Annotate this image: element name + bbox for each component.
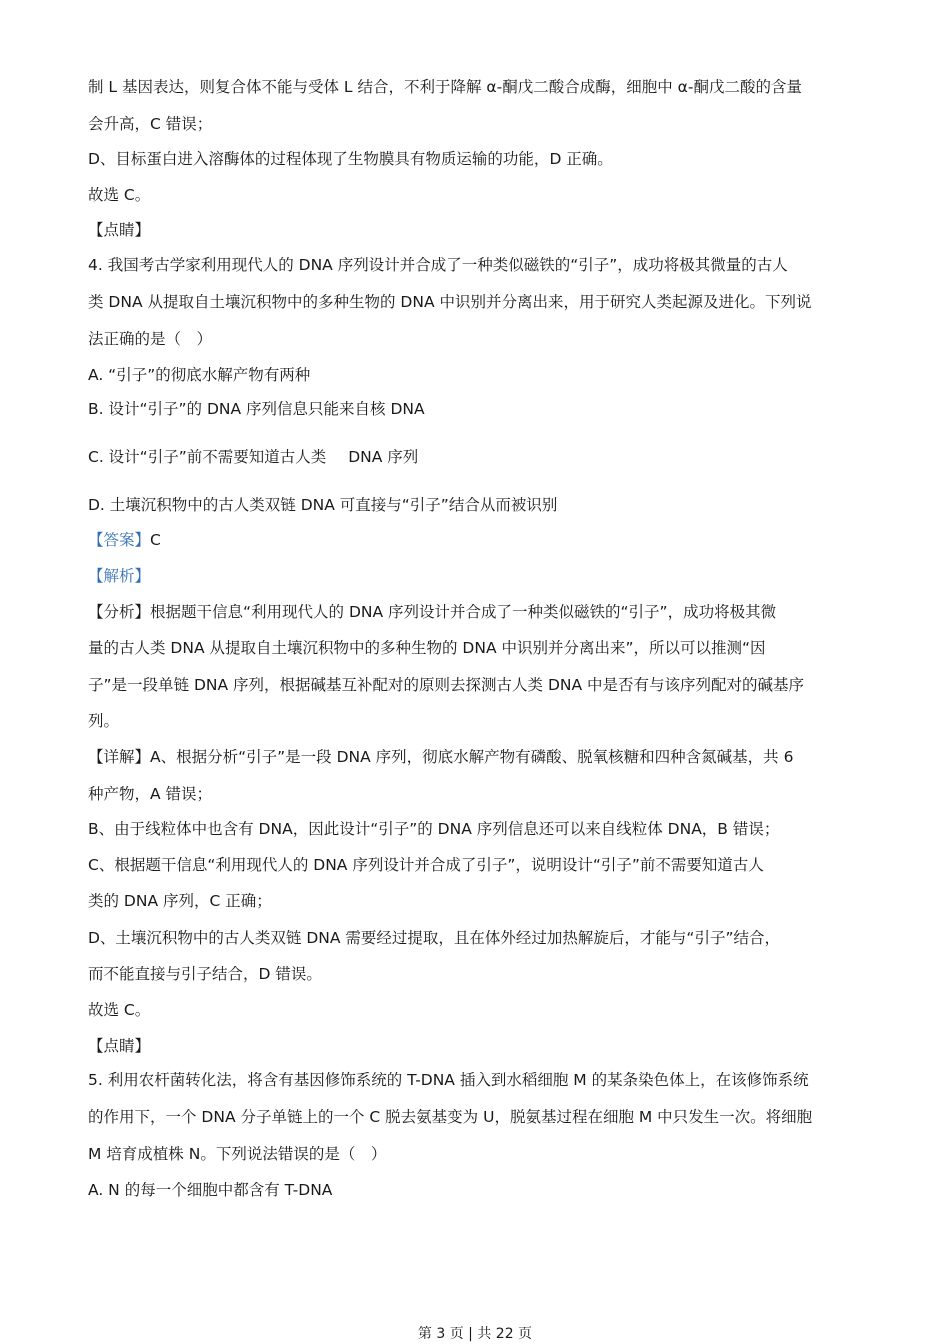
q5-stem-line: M 培育成植株 N。下列说法错误的是（ ） [88,1145,387,1163]
q4-analysis-line: 子”是一段单链 DNA 序列，根据碱基互补配对的原则去探测古人类 DNA 中是否有与该序列配对的碱基序 [88,676,805,694]
q4-detail-b: B、由于线粒体中也含有 DNA，因此设计“引子”的 DNA 序列信息还可以来自线粒体 DNA，B 错误； [88,820,780,838]
q3-conclusion: 故选 C。 [88,186,151,204]
q4-conclusion: 故选 C。 [88,1001,151,1019]
q4-detail-c: C、根据题干信息“利用现代人的 DNA 序列设计并合成了引子”，说明设计“引子”前不需要知道古人 [88,856,764,874]
answer-label: 【答案】 [88,531,151,549]
q4-option-c [88,446,868,468]
q5-stem-line: 的作用下，一个 DNA 分子单链上的一个 C 脱去氨基变为 U，脱氨基过程在细胞 M 中只发生一次。将细胞 [88,1108,813,1126]
answer-value: C [150,531,161,549]
q4-detail-c: 类的 DNA 序列，C 正确； [88,892,272,910]
q4-detail-d: D、土壤沉积物中的古人类双链 DNA 需要经过提取，且在体外经过加热解旋后，才能与“引子”结合， [88,929,780,947]
analysis-label: 【解析】 [88,567,151,585]
q4-analysis-line: 【分析】根据题干信息“利用现代人的 DNA 序列设计并合成了一种类似磁铁的“引子”，成功将极其微 [88,603,777,621]
q4-option-a: A. “引子”的彻底水解产物有两种 [88,366,311,384]
q5-option-a: A. N 的每一个细胞中都含有 T-DNA [88,1181,333,1199]
q4-dianjing-label: 【点睛】 [88,1037,151,1055]
q4-option-d: D. 土壤沉积物中的古人类双链 DNA 可直接与“引子”结合从而被识别 [88,496,558,514]
q4-analysis-line: 列。 [88,712,120,730]
q4-detail-line: 种产物，A 错误； [88,785,213,803]
q3-option-d-explanation: D、目标蛋白进入溶酶体的过程体现了生物膜具有物质运输的功能，D 正确。 [88,150,613,168]
q4-option-c-part1: C. 设计“引子”前不需要知道古人类 [88,448,327,466]
q4-option-b: B. 设计“引子”的 DNA 序列信息只能来自核 DNA [88,400,425,418]
q4-detail-d: 而不能直接与引子结合，D 错误。 [88,965,322,983]
q4-answer [88,529,868,551]
page-footer: 第 3 页 | 共 22 页 [417,1326,533,1342]
q4-stem-line: 法正确的是（ ） [88,330,213,348]
q4-detail-line: 【详解】A、根据分析“引子”是一段 DNA 序列，彻底水解产物有磷酸、脱氧核糖和四种含氮碱基，共 6 [88,748,794,766]
q4-analysis-line: 量的古人类 DNA 从提取自土壤沉积物中的多种生物的 DNA 中识别并分离出来”，所以可以推测“因 [88,639,766,657]
q4-stem-line: 类 DNA 从提取自土壤沉积物中的多种生物的 DNA 中识别并分离出来，用于研究人类起源及进化。下列说 [88,293,812,311]
q4-option-c-part2: DNA 序列 [348,448,419,466]
q3-dianjing-label: 【点睛】 [88,221,151,239]
q5-stem-line: 5. 利用农杆菌转化法，将含有基因修饰系统的 T-DNA 插入到水稻细胞 M 的某条染色体上，在该修饰系统 [88,1071,809,1089]
q3-explanation-line: 会升高，C 错误； [88,115,213,133]
q3-explanation-line: 制 L 基因表达，则复合体不能与受体 L 结合，不利于降解 α-酮戊二酸合成酶，细胞中 α-酮戊二酸的含量 [88,78,802,96]
q4-stem-line: 4. 我国考古学家利用现代人的 DNA 序列设计并合成了一种类似磁铁的“引子”，成功将极其微量的古人 [88,256,788,274]
